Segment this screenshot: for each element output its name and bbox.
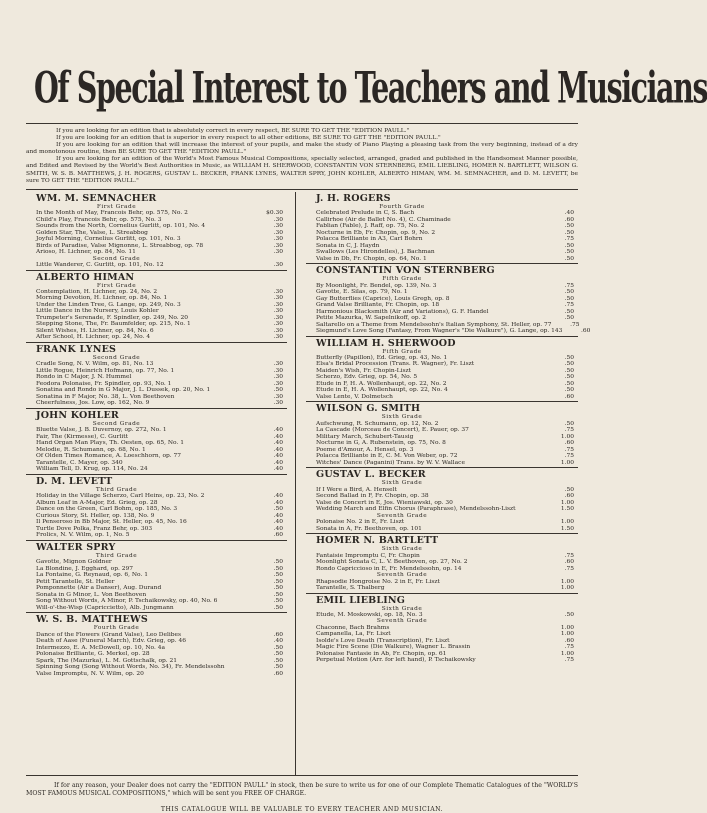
piece-title: Grand Valse Brilliante, Fr. Chopin, op. 18 <box>316 302 440 309</box>
piece-title: Siegmund's Love Song (Fantasy, From Wagner's "Die Walkure"), G. Lange, op. 143 <box>316 328 563 335</box>
piece-price: .60 <box>564 216 574 223</box>
piece-title: Album Leaf in A-Major, Ed. Grieg, op. 28 <box>36 499 158 506</box>
composer-section <box>306 263 591 335</box>
piece-title: Morning Devotion, H. Lichner, op. 84, No. 1 <box>36 295 168 302</box>
piece-price: .60 <box>273 631 283 638</box>
piece-row <box>26 249 287 256</box>
piece-title: Butterfly (Papillon), Ed. Grieg, op. 43, No. 1 <box>316 354 448 361</box>
piece-price: .50 <box>564 420 574 427</box>
composer-name: WM. M. SEMNACHER <box>36 192 157 204</box>
composer-name: FRANK LYNES <box>36 343 117 355</box>
piece-title: Sonata in C, J. Haydn <box>316 242 380 249</box>
piece-title: Cradle Song, N. V. Wilm, op. 81, No. 13 <box>36 361 154 368</box>
piece-title: Nocturne in Eb, Fr. Chopin, op. 9, No. 2 <box>316 229 436 236</box>
piece-price: $0.30 <box>266 210 283 217</box>
piece-price: .60 <box>564 393 574 400</box>
piece-price: .50 <box>273 644 283 651</box>
piece-title: La Fontaine, G. Reynaud, op. 6, No. 1 <box>36 572 148 579</box>
composer-name: HOMER N. BARTLETT <box>316 535 439 547</box>
grade-heading: First Grade <box>96 203 137 210</box>
piece-price: .30 <box>273 327 283 334</box>
piece-price: .50 <box>273 657 283 664</box>
piece-price: .30 <box>273 223 283 230</box>
piece-price: 1.00 <box>560 519 574 526</box>
piece-price: 1.00 <box>560 578 574 585</box>
piece-price: .50 <box>564 229 574 236</box>
piece-title: Spinning Song (Song Without Words, No. 34), Fr. Mendelssohn <box>36 664 225 670</box>
piece-row <box>26 262 287 269</box>
piece-price: .60 <box>564 637 574 644</box>
piece-row <box>26 334 287 341</box>
piece-title: Rondo Capriccioso in E, Fr. Mendelssohn, op. 14 <box>316 565 462 572</box>
piece-price: .40 <box>273 493 283 500</box>
piece-price: .75 <box>564 282 574 289</box>
piece-title: Will-o'-the-Wisp (Capriccietto), Alb. Jungmann <box>36 604 174 611</box>
piece-title: Gay Butterflies (Caprice), Louis Gregh, op. 8 <box>316 295 450 302</box>
piece-price: .30 <box>273 393 283 400</box>
piece-title: Rhapsodie Hongroise No. 2 in E, Fr. Liszt <box>316 578 440 585</box>
piece-title: Dance of the Flowers (Grand Valse), Leo Delibes <box>36 631 182 638</box>
piece-price: .50 <box>273 387 283 394</box>
piece-title: Second Ballad in F, Fr. Chopin, op. 38 <box>316 493 429 500</box>
piece-price: .50 <box>273 591 283 598</box>
piece-row <box>306 394 578 401</box>
piece-row <box>306 612 578 619</box>
piece-price: 1.00 <box>560 624 574 631</box>
piece-price: .50 <box>564 249 574 256</box>
piece-price: .30 <box>273 229 283 236</box>
piece-title: Intermezzo, E. A. McDowell, op. 10, No. 4a <box>36 644 165 651</box>
piece-title: La Blondine, J. Egghard, op. 297 <box>36 565 133 572</box>
piece-price: 1.00 <box>560 499 574 506</box>
piece-price: .50 <box>273 572 283 579</box>
piece-title: Bluette Valse, J. B. Duvernoy, op. 272, No. 1 <box>36 427 167 434</box>
piece-title: Under the Linden Tree, G. Lange, op. 249, No. 3 <box>36 301 181 308</box>
intro-paragraph: If you are looking for an edition that is superior in every respect to all other editions, BE SURE TO GET THE "EDITION PAULL." <box>56 135 441 142</box>
piece-title: In the Month of May, Francois Behr, op. 575, No. 2 <box>36 210 188 217</box>
composer-name: JOHN KOHLER <box>36 409 120 421</box>
composer-section <box>306 533 578 591</box>
piece-title: Sounds from the North, Cornelius Gurlitt, op. 101, No. 4 <box>36 223 206 230</box>
piece-title: Celebrated Prelude in C, S. Bach <box>316 210 415 217</box>
piece-title: Perpetual Motion (Arr. for left hand), P. Tschaikowsky <box>316 657 476 664</box>
piece-title: Tarantelle, S. Thalberg <box>316 585 385 591</box>
piece-price: .50 <box>564 295 574 302</box>
grade-heading: Sixth Grade <box>381 605 423 612</box>
piece-price: .40 <box>273 459 283 466</box>
piece-title: Valse Lente, V. Dolmetsch <box>316 393 393 400</box>
piece-title: Spark, The (Mazurka), L. M. Gottschalk, op. 21 <box>36 657 178 664</box>
grade-heading: Second Grade <box>92 255 141 262</box>
piece-title: Little Wanderer, C. Gurlitt, op. 101, No. 12 <box>36 262 164 269</box>
piece-title: Polonaise No. 2 in E, Fr. Liszt <box>316 519 405 526</box>
piece-title: Moonlight Sonata C, L. V. Beethoven, op. 27, No. 2 <box>316 559 468 566</box>
composer-name: WILLIAM H. SHERWOOD <box>316 337 456 349</box>
grade-heading: Fifth Grade <box>382 348 422 355</box>
piece-title: Etude in E, H. A. Wollenhaupt, op. 22, No. 4 <box>316 387 448 394</box>
piece-price: .50 <box>564 361 574 368</box>
piece-title: Campanella, La, Fr. Liszt <box>316 631 391 638</box>
grade-heading: Seventh Grade <box>376 618 428 625</box>
piece-title: Maiden's Wish, Fr. Chopin-Liszt <box>316 367 411 374</box>
grade-heading: Third Grade <box>95 552 138 559</box>
piece-price: .30 <box>273 242 283 249</box>
piece-title: After School, H. Lichner, op. 24, No. 4 <box>36 334 151 341</box>
piece-title: Sonatina in F Major, No. 38, L. Von Beethoven <box>36 393 175 400</box>
piece-price: .50 <box>273 578 283 585</box>
piece-price: .75 <box>564 427 574 434</box>
composer-name: J. H. ROGERS <box>316 192 391 204</box>
piece-title: Child's Play, Francois Behr, op. 575, No. 3 <box>36 216 162 223</box>
piece-title: Saltarello on a Theme from Mendelssohn's Italian Symphony, St. Heller, op. 77 <box>316 321 552 328</box>
piece-row <box>26 400 287 407</box>
piece-price: .60 <box>581 328 591 335</box>
piece-title: Birds of Paradise, Valse Mignonne, L. Streabbog, op. 78 <box>36 242 204 249</box>
piece-price: .50 <box>564 255 574 262</box>
piece-price: 1.50 <box>560 525 574 532</box>
piece-title: Swallows (Les Hirondelles), J. Bachman <box>316 249 435 256</box>
piece-price: .50 <box>273 506 283 513</box>
piece-price: .50 <box>564 289 574 296</box>
composer-name: GUSTAV L. BECKER <box>316 469 426 481</box>
piece-price: 1.00 <box>560 631 574 638</box>
composer-name: W. S. B. MATTHEWS <box>36 614 148 626</box>
composer-section <box>306 336 578 401</box>
piece-price: .50 <box>564 387 574 394</box>
piece-price: .50 <box>564 354 574 361</box>
grade-heading: Second Grade <box>92 420 141 427</box>
grade-heading: Seventh Grade <box>376 512 428 519</box>
piece-title: Petit Tarantelle, St. Heller <box>36 578 115 585</box>
intro-paragraph: If you are looking for an edition that will increase the interest of your pupils, and make the study of Piano Playing a pleasing task from the very beginning, instead of a dry and monotonous routine, then BE SURE TO GET THE "EDITION PAULL." <box>26 142 578 156</box>
piece-price: .50 <box>564 308 574 315</box>
piece-price: .75 <box>564 453 574 460</box>
piece-price: 1.00 <box>560 433 574 440</box>
piece-title: Silent Wishes, H. Lichner, op. 84, No. 6 <box>36 327 154 334</box>
piece-title: Elsa's Bridal Procession (Trans. R. Wagner), Fr. Liszt <box>316 361 475 368</box>
composer-section <box>306 467 578 532</box>
piece-price: .30 <box>273 367 283 374</box>
piece-price: 1.50 <box>560 506 574 513</box>
piece-title: Turtle Dove Polka, Franz Behr, op. 303 <box>36 525 153 532</box>
piece-title: Curious Story, St. Heller, op. 138, No. 9 <box>36 512 155 519</box>
piece-row <box>306 657 578 664</box>
piece-price: .50 <box>273 651 283 657</box>
tagline: THIS CATALOGUE WILL BE VALUABLE TO EVERY TEACHER AND MUSICIAN. <box>160 805 444 813</box>
piece-price: .40 <box>273 499 283 506</box>
grade-heading: Fourth Grade <box>93 625 140 632</box>
piece-price: .30 <box>273 301 283 308</box>
piece-title: Valse Impromptu, N. V. Wilm, op. 20 <box>36 670 144 677</box>
intro-paragraph: If you are looking for an edition that is absolutely correct in every respect, BE SURE TO GET THE "EDITION PAULL." <box>56 128 410 134</box>
piece-title: Golden Star, The, Valse, L. Streabbog <box>36 229 148 236</box>
piece-title: Harmonious Blacksmith (Air and Variations), G. F. Handel <box>316 308 489 315</box>
piece-price: .60 <box>273 532 283 539</box>
piece-price: .50 <box>564 486 574 493</box>
piece-title: Arioso, H. Lichner, op. 84, No. 11 <box>36 249 136 256</box>
piece-title: Contemplation, H. Lichner, op. 24, No. 2 <box>36 288 158 295</box>
footer-text <box>26 782 578 798</box>
piece-price: .60 <box>564 559 574 566</box>
piece-price: .30 <box>273 334 283 341</box>
piece-title: William Tell, D. Krug, op. 114, No. 24 <box>36 466 148 473</box>
piece-price: .30 <box>273 262 283 269</box>
piece-price: .60 <box>273 670 283 677</box>
composer-name: CONSTANTIN VON STERNBERG <box>316 265 495 277</box>
piece-price: .50 <box>564 611 574 618</box>
piece-title: Sonatina and Rondo in G Major, J. L. Dussek, op. 20, No. 1 <box>36 387 211 394</box>
piece-price: .75 <box>564 565 574 572</box>
intro-paragraph: If you are looking for an edition of the World's Most Famous Musical Compositions, specially selected, arranged, graded and published in the Handsomest Manner possible, and Edited and Revised by the World's Best Authorities in Music, as WILLIAM H. SHERWOOD, CONSTANTIN VON STERNBERG, EMIL LIEBLING, HOMER N. BARTLETT, WILSON G. SMITH, W. S. B. MATTHEWS, J. H. ROGERS, GUSTAV L. BECKER, FRANK LYNES, WALTER SPRY, JOHN KOHLER, ALBERTO HIMAN, WM. M. SEMNACHER, and D. M. LEVETT, be sure TO GET THE "EDITION PAULL." <box>26 156 578 184</box>
piece-price: .75 <box>564 236 574 243</box>
piece-title: Etude, M. Moskowski, op. 18, No. 3 <box>316 611 423 618</box>
composer-section <box>306 192 578 262</box>
piece-title: Rondo in C Major, J. N. Hummel <box>36 374 132 381</box>
piece-title: Callirhoe (Air de Ballet No. 4), C. Chaminade <box>316 216 451 223</box>
piece-title: Of Olden Times Romance, A. Loeschhorn, op. 77 <box>36 453 182 460</box>
piece-title: Song Without Words, A Minor, P. Tschaikowsky, op. 40, No. 6 <box>36 598 218 605</box>
piece-title: Sonata in G Minor, L. Von Beethoven <box>36 591 147 598</box>
piece-price: .75 <box>570 321 580 328</box>
piece-title: Etude in F, H. A. Wollenhaupt, op. 22, No. 2 <box>316 380 447 387</box>
piece-price: .40 <box>273 525 283 532</box>
piece-title: Fair, The (Kirmesse), C. Gurlitt <box>36 433 128 440</box>
piece-price: .50 <box>273 559 283 566</box>
piece-title: Military March, Schubert-Tausig <box>316 433 414 440</box>
piece-price: .30 <box>273 308 283 315</box>
piece-price: .40 <box>273 519 283 526</box>
piece-title: Joyful Morning, Cornelius Gurlitt, op. 101, No. 3 <box>36 236 181 243</box>
grade-heading: Fifth Grade <box>382 276 422 283</box>
piece-price: .50 <box>564 242 574 249</box>
piece-price: .50 <box>564 380 574 387</box>
piece-title: Death of Aase (Funeral March), Edv. Grieg, op. 46 <box>36 638 186 644</box>
piece-price: .40 <box>273 466 283 473</box>
piece-row <box>306 328 591 335</box>
piece-title: La Cascade (Morceau de Concert), E. Pauer, op. 37 <box>316 427 469 434</box>
piece-title: Little Rogue, Heinrich Hofmann, op. 77, No. 1 <box>36 367 175 374</box>
piece-row <box>306 566 578 573</box>
piece-title: Gavotte, Mignon Goldner <box>36 559 112 566</box>
grade-heading: First Grade <box>96 282 137 289</box>
piece-title: Fantaisie Impromptu C, Fr. Chopin <box>316 552 420 559</box>
piece-price: .75 <box>564 446 574 453</box>
composer-name: WALTER SPRY <box>36 541 116 553</box>
piece-title: Dance on the Green, Carl Bohm, op. 185, No. 3 <box>36 506 178 513</box>
piece-price: 1.00 <box>560 650 574 657</box>
piece-price: 1.00 <box>560 585 574 591</box>
composer-name: WILSON G. SMITH <box>316 403 421 415</box>
piece-title: Pomponnette (Air a Danser), Aug. Durand <box>36 585 162 592</box>
composer-name: ALBERTO HIMAN <box>36 271 135 283</box>
piece-title: Poeme d'Amour, A. Hensel, op. 3 <box>316 446 414 453</box>
piece-title: Isolde's Love Death (Transcription), Fr. Liszt <box>316 637 450 644</box>
piece-title: Sonata in A, Fr. Beethoven, op. 101 <box>316 525 422 532</box>
piece-row <box>306 460 578 467</box>
piece-price: .75 <box>564 644 574 651</box>
piece-row <box>306 585 578 592</box>
piece-title: Stepping Stone, The, Fr. Baumfelder, op. 215, No. 1 <box>36 321 191 328</box>
piece-title: Scherzo, Edv. Grieg, op. 54, No. 5 <box>316 374 418 381</box>
piece-price: .40 <box>273 446 283 453</box>
composer-section <box>306 401 578 466</box>
piece-title: Nocturne in G, A. Rubenstein, op. 75, No. 8 <box>316 440 446 447</box>
piece-title: Holiday in the Village Scherzo, Carl Heins, op. 23, No. 2 <box>36 493 205 500</box>
piece-price: .30 <box>273 374 283 381</box>
piece-price: .50 <box>564 374 574 381</box>
piece-price: .50 <box>273 598 283 605</box>
piece-price: .50 <box>564 315 574 322</box>
piece-title: Petite Mazurka, W. Sapelnikoff, op. 2 <box>316 315 427 322</box>
piece-title: Frolics, N. V. Wilm, op. 1, No. 5 <box>36 532 130 539</box>
piece-title: Witches' Dance (Paganini) Trans. by W. V. Wallace <box>316 459 465 466</box>
piece-price: .30 <box>273 361 283 368</box>
grade-heading: Seventh Grade <box>376 572 428 579</box>
grade-heading: Sixth Grade <box>381 546 423 553</box>
grade-heading: Second Grade <box>92 354 141 361</box>
piece-title: Valse de Concert in E, Jos. Wieniawski, op. 30 <box>316 499 453 506</box>
piece-row <box>26 466 287 473</box>
piece-price: .30 <box>273 288 283 295</box>
grade-heading: Third Grade <box>95 486 138 493</box>
piece-row <box>26 532 287 539</box>
piece-row <box>26 671 287 678</box>
piece-title: Valse in Db, Fr. Chopin, op. 64, No. 1 <box>316 255 427 262</box>
piece-title: By Moonlight, Fr. Bendel, op. 139, No. 3 <box>316 282 437 289</box>
piece-price: .50 <box>564 223 574 230</box>
piece-price: .75 <box>564 552 574 559</box>
piece-title: Polacca Brilliante in E, C. M. Von Weber, op. 72 <box>316 453 458 460</box>
piece-price: .50 <box>273 565 283 572</box>
piece-price: .60 <box>564 493 574 500</box>
piece-title: Wedding March and Elfin Chorus (Paraphrase), Mendelssohn-Liszt <box>316 506 516 513</box>
intro-text <box>26 128 578 185</box>
piece-title: Cheerfulness, Jos. Low, op. 162, No. 9 <box>36 400 150 407</box>
piece-price: .30 <box>273 216 283 223</box>
footer-paragraph: If for any reason, your Dealer does not carry the "EDITION PAULL" in stock, then be sure to write us for one of our Complete Thematic Catalogues of the "WORLD'S MOST FAMOUS MUSICAL COMPOSITIONS," which will be sent you FREE OF CHARGE. <box>26 781 578 797</box>
piece-title: Aufschwung, R. Schumann, op. 12, No. 2 <box>316 420 439 427</box>
piece-row <box>306 526 578 533</box>
footer-rule <box>26 775 578 776</box>
piece-title: Feodora Polonaise, Fr. Spindler, op. 93, No. 1 <box>36 380 172 387</box>
composer-name: D. M. LEVETT <box>36 475 113 487</box>
piece-price: .50 <box>273 604 283 611</box>
grade-heading: Sixth Grade <box>381 480 423 487</box>
piece-title: Fablian (Fable), J. Raff, op. 75, No. 2 <box>316 223 425 230</box>
piece-price: 1.00 <box>560 459 574 466</box>
piece-price: .40 <box>273 512 283 519</box>
piece-title: Polacca Brilliante in A3, Carl Bohrn <box>316 236 423 243</box>
piece-price: .30 <box>273 295 283 302</box>
piece-price: .40 <box>273 433 283 440</box>
piece-title: Gavotte, E. Silas, op. 79, No. 1 <box>316 289 408 296</box>
piece-price: .40 <box>273 638 283 644</box>
piece-price: .40 <box>273 440 283 447</box>
piece-price: .30 <box>273 236 283 243</box>
piece-title: Il Penseroso in Bb Major, St. Heller, op. 45, No. 16 <box>36 519 187 526</box>
composer-name: EMIL LIEBLING <box>316 594 406 606</box>
piece-title: Hand Organ Man Plays, Th. Oesten, op. 65, No. 1 <box>36 440 184 447</box>
composer-section <box>306 593 578 664</box>
piece-title: Tarantelle, C. Mayer, op. 340 <box>36 459 123 466</box>
piece-price: .30 <box>273 249 283 256</box>
right-column <box>296 192 591 775</box>
piece-price: .40 <box>273 453 283 460</box>
piece-title: Trumpeter's Serenade, F. Spindler, op. 249, No. 20 <box>36 314 189 321</box>
catalogue-columns <box>26 192 591 775</box>
piece-row <box>306 256 578 263</box>
piece-price: .50 <box>273 664 283 670</box>
piece-price: .30 <box>273 400 283 407</box>
intro-rule <box>26 189 578 190</box>
piece-title: Polonaise Brilliante, G. Merkel, op. 28 <box>36 651 150 657</box>
piece-title: Chaconne, Bach Brahms <box>316 624 390 631</box>
piece-price: .30 <box>273 314 283 321</box>
piece-title: If I Were a Bird, A. Henselt <box>316 486 397 493</box>
piece-price: .40 <box>564 210 574 217</box>
piece-title: Little Dance in the Nursery, Louis Kohler <box>36 308 159 315</box>
piece-price: .60 <box>564 440 574 447</box>
piece-price: .75 <box>564 302 574 309</box>
piece-price: .30 <box>273 380 283 387</box>
piece-price: .40 <box>273 427 283 434</box>
title-rule <box>26 123 578 124</box>
piece-price: .30 <box>273 321 283 328</box>
piece-price: .75 <box>564 657 574 664</box>
piece-title: Polonaise Fantasie in Ab, Fr. Chopin, op. 61 <box>316 650 447 657</box>
piece-title: Melodie, R. Schumann, op. 68, No. 1 <box>36 446 146 453</box>
grade-heading: Fourth Grade <box>379 203 425 210</box>
page-title: Of Special Interest to Teachers and Musicians <box>34 62 707 113</box>
piece-row <box>306 506 578 513</box>
piece-price: .50 <box>564 367 574 374</box>
piece-title: Magic Fire Scene (Die Walkure), Wagner L. Brassin <box>316 644 471 651</box>
piece-price: .50 <box>273 585 283 592</box>
grade-heading: Sixth Grade <box>381 414 423 421</box>
